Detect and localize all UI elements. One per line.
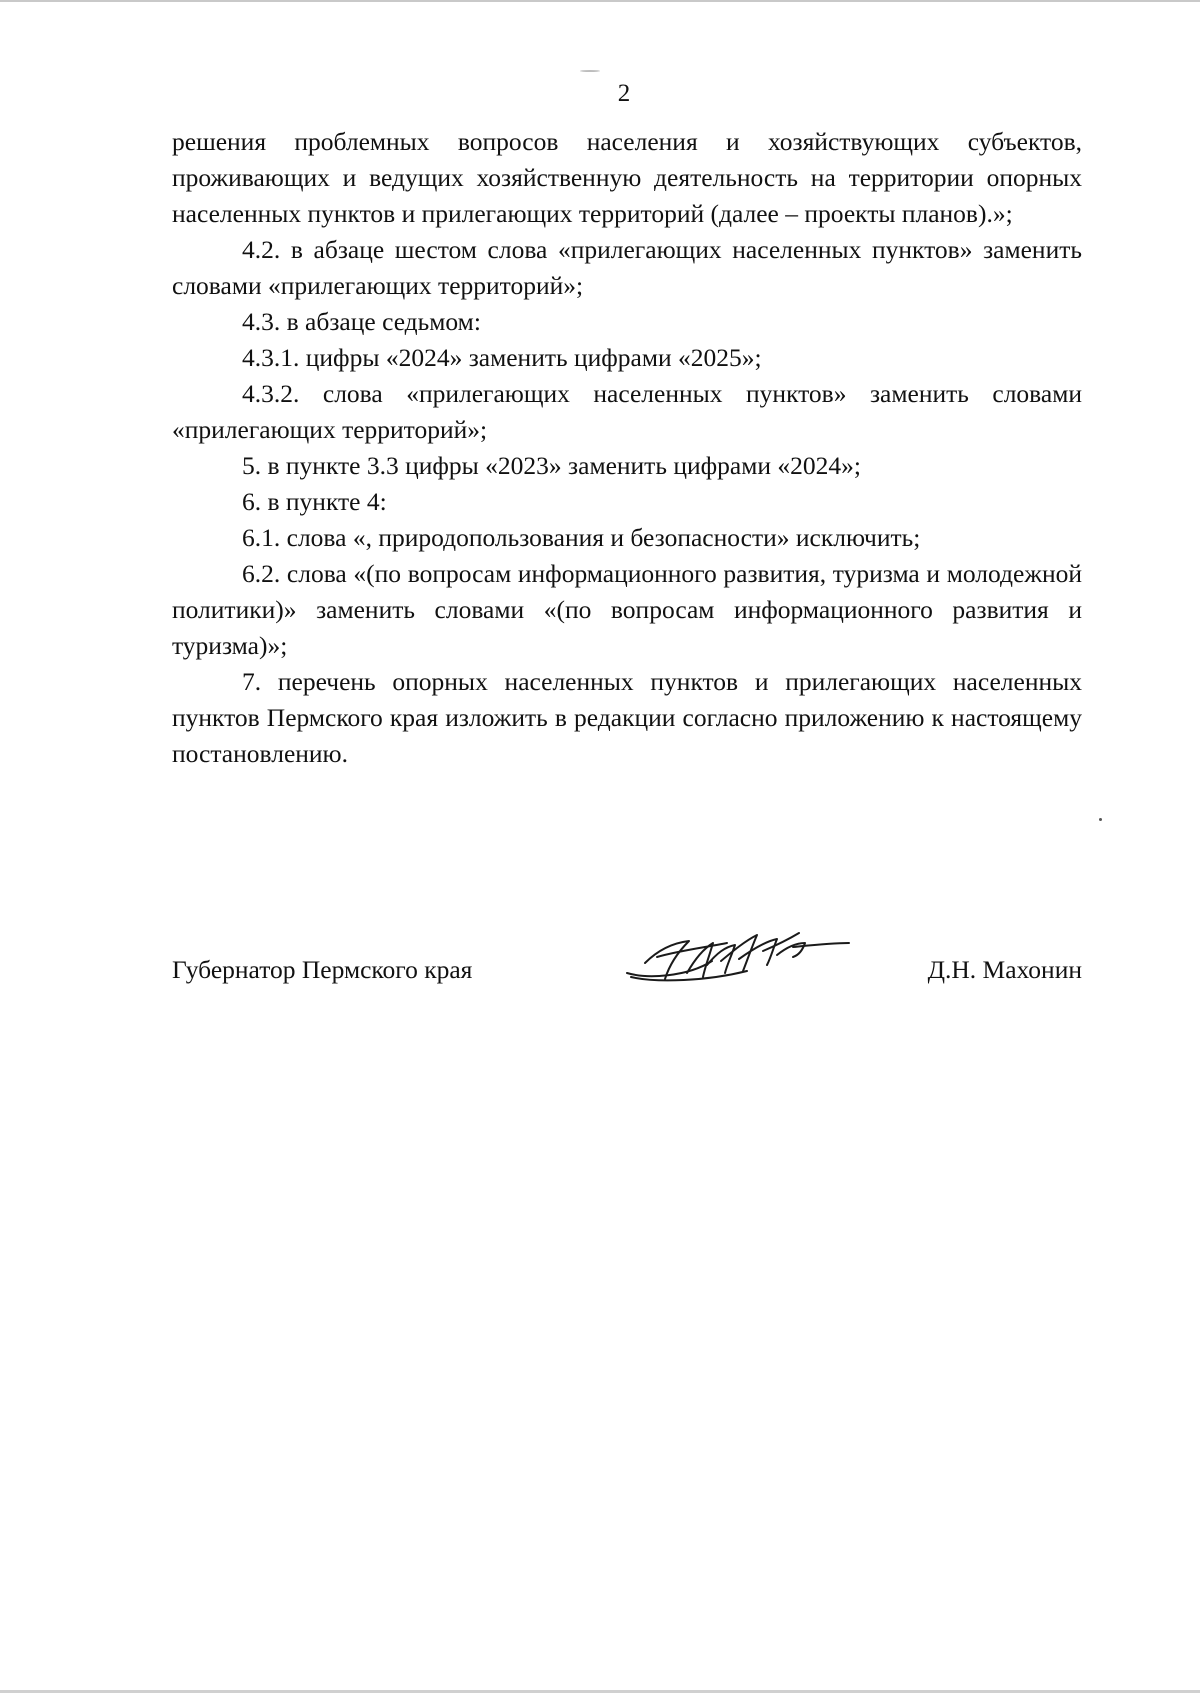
scan-speck [580,70,600,72]
page-number: 2 [617,80,631,107]
paragraph-6: 6. в пункте 4: [242,487,387,516]
paragraph-4-3-1: 4.3.1. цифры «2024» заменить цифрами «2025»; [242,343,762,372]
paragraph-5: 5. в пункте 3.3 цифры «2023» заменить цифрами «2024»; [242,451,861,480]
scan-edge-top [0,0,1200,2]
scan-speck [1099,818,1102,821]
signatory-title: Губернатор Пермского края [172,955,473,984]
paragraph-6-1: 6.1. слова «, природопользования и безопасности» исключить; [242,523,921,552]
signatory-name: Д.Н. Махонин [927,955,1082,984]
paragraph-continuation: решения проблемных вопросов населения и хозяйствующих субъектов, проживающих и ведущих хозяйственную деятельность на территории опорных населенных пунктов и прилегающих территорий (далее – проекты планов).»; [172,127,1082,228]
paragraph-4-2: 4.2. в абзаце шестом слова «прилегающих населенных пунктов» заменить словами «прилегающих территорий»; [172,235,1082,300]
paragraph-6-2: 6.2. слова «(по вопросам информационного развития, туризма и молодежной политики)» заменить словами «(по вопросам информационного развития и туризма)»; [172,559,1082,660]
paragraph-4-3: 4.3. в абзаце седьмом: [242,307,481,336]
handwritten-signature-icon [617,921,857,991]
signature-block [172,955,1082,995]
document-body [172,124,1082,772]
paragraph-7: 7. перечень опорных населенных пунктов и прилегающих населенных пунктов Пермского края изложить в редакции согласно приложению к настоящему постановлению. [172,667,1082,768]
paragraph-4-3-2: 4.3.2. слова «прилегающих населенных пунктов» заменить словами «прилегающих территорий»; [172,379,1082,444]
